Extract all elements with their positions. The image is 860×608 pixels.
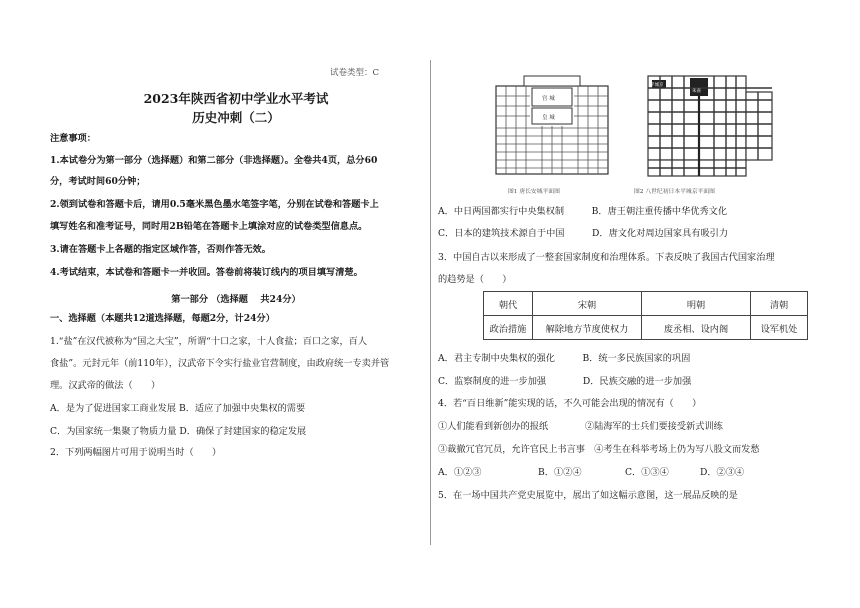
map1-label-2: 皇 城 xyxy=(542,115,555,121)
part1-heading: 第一部分 （选择题 共24分） xyxy=(171,294,301,305)
q4-stem: 4．若“百日维新”能实现的话，不久可能会出现的情况有（ ） xyxy=(438,398,702,409)
q4-items: ①人们能看到新创办的报纸 ②陆海军的士兵们要接受新式训练 xyxy=(438,421,723,432)
heijokyo-map xyxy=(648,76,772,176)
q3-table xyxy=(483,291,808,340)
q2-options: C．日本的建筑技术源自于中国 D．唐文化对周边国家具有吸引力 xyxy=(438,228,729,239)
city-maps-figure xyxy=(478,70,778,198)
notice-line: 2.领到试卷和答题卡后，请用0.5毫米黑色墨水笔签字笔，分别在试卷和答题卡上 xyxy=(50,199,379,210)
q3-stem-line: 的趋势是（ ） xyxy=(438,274,512,285)
notice-line: 4.考试结束，本试卷和答题卡一并收回。答卷前将装订线内的项目填写清楚。 xyxy=(50,267,363,278)
q4-option-c: C．①③④ xyxy=(625,467,669,478)
exam-subtitle: 历史冲刺（二） xyxy=(192,110,280,125)
q1-options: A．是为了促进国家工商业发展 B．适应了加强中央集权的需要 xyxy=(50,403,306,414)
map2-label-2: 朱雀 xyxy=(692,89,701,94)
table-cell: 政治措施 xyxy=(484,316,533,340)
q4-option-a: A．①②③ xyxy=(438,467,482,478)
q1-stem-line: 1.“盐”在汉代被称为“国之大宝”，所谓“十口之家，十人食盐；百口之家，百人 xyxy=(50,336,368,347)
table-row xyxy=(484,292,808,316)
map2-caption: 图2 八世纪初日本平城京平面图 xyxy=(634,189,715,195)
changan-map xyxy=(496,76,608,174)
table-cell: 设军机处 xyxy=(751,316,808,340)
q2-options: A．中日两国都实行中央集权制 B．唐王朝注重传播中华优秀文化 xyxy=(438,206,728,217)
q1-stem-line: 食盐”。元封元年（前110年），汉武帝下令实行盐业官营制度，由政府统一专卖并管 xyxy=(50,358,390,369)
table-cell: 宋朝 xyxy=(533,292,642,316)
section1-heading: 一、选择题（本题共12道选择题，每题2分，计24分） xyxy=(50,313,275,324)
table-cell: 清朝 xyxy=(751,292,808,316)
map1-label: 宫 城 xyxy=(542,96,555,102)
q2-stem: 2．下列两幅图片可用于说明当时（ ） xyxy=(50,447,222,458)
paper-type: 试卷类型：C xyxy=(330,68,380,78)
notice-line: 3.请在答题卡上各题的指定区域作答，否则作答无效。 xyxy=(50,244,271,255)
map2-label: 平城京 xyxy=(650,83,664,88)
q4-option-d: D．②③④ xyxy=(700,467,745,478)
notice-line: 分，考试时间60分钟； xyxy=(50,176,146,187)
q4-items: ③裁撤冗官冗员，允许官民上书言事 ④考生在科举考场上仍为写八股文而发愁 xyxy=(438,444,760,455)
q5-stem: 5．在一场中国共产党史展览中，展出了如这幅示意图，这一展品反映的是 xyxy=(438,490,738,501)
q4-option-b: B．①②④ xyxy=(538,467,582,478)
q3-options: C．监察制度的进一步加强 D．民族交融的进一步加强 xyxy=(438,376,692,387)
q1-stem-line: 理。汉武帝的做法（ ） xyxy=(50,380,161,391)
map1-caption: 图1 唐长安城平面图 xyxy=(508,189,560,195)
q3-stem-line: 3．中国自古以来形成了一整套国家制度和治理体系。下表反映了我国古代国家治理 xyxy=(438,252,775,263)
q1-options: C．为国家统一集聚了物质力量 D．确保了封建国家的稳定发展 xyxy=(50,426,307,437)
exam-title: 2023年陕西省初中学业水平考试 xyxy=(143,91,329,106)
table-cell: 废丞相、设内阁 xyxy=(642,316,751,340)
q3-options: A．君主专制中央集权的强化 B．统一多民族国家的巩固 xyxy=(438,353,691,364)
table-cell: 朝代 xyxy=(484,292,533,316)
table-cell: 解除地方节度使权力 xyxy=(533,316,642,340)
column-divider xyxy=(430,60,431,545)
notice-heading: 注意事项： xyxy=(50,133,96,144)
notice-line: 1.本试卷分为第一部分（选择题）和第二部分（非选择题）。全卷共4页，总分60 xyxy=(50,155,378,166)
table-cell: 明朝 xyxy=(642,292,751,316)
notice-line: 填写姓名和准考证号，同时用2B铅笔在答题卡上填涂对应的试卷类型信息点。 xyxy=(50,221,368,232)
table-row xyxy=(484,316,808,340)
